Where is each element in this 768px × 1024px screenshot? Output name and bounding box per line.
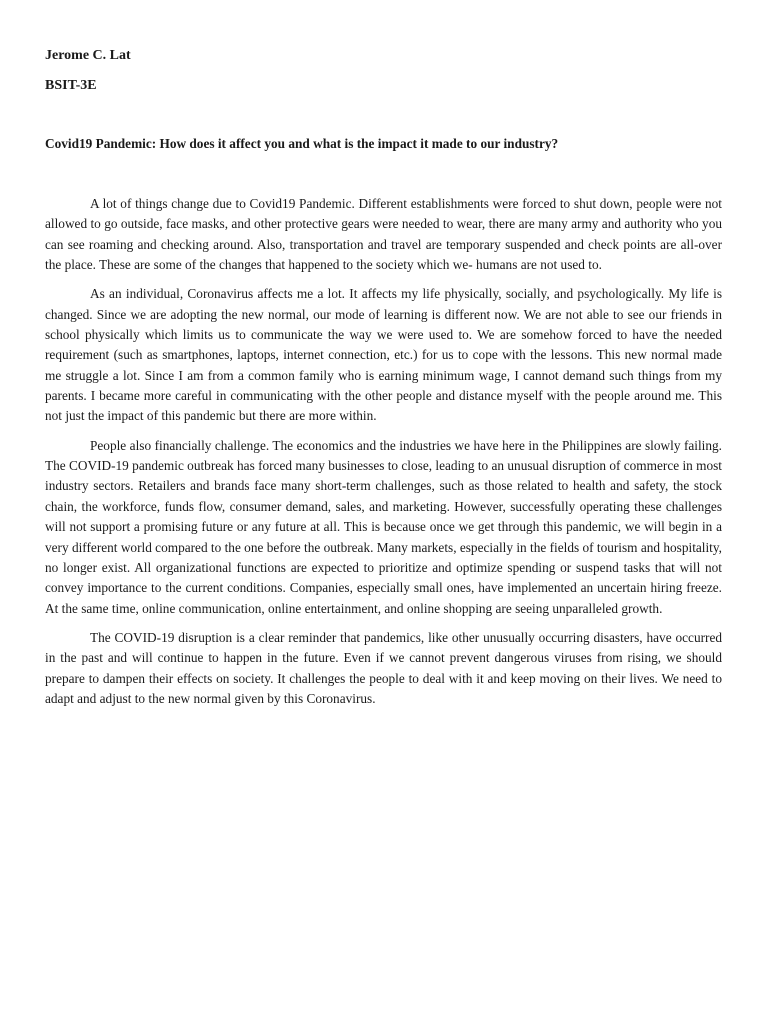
essay-body: [45, 194, 722, 718]
essay-title: Covid19 Pandemic: How does it affect you and what is the impact it made to our industry?: [45, 136, 559, 151]
paragraph-4: The COVID-19 disruption is a clear reminder that pandemics, like other unusually occurring disasters, have occurred in the past and will continue to happen in the future. Even if we cannot prevent dangerous viruses from rising, we should prepare to dampen their effects on society. It challenges the people to deal with it and keep moving on their lives. We need to adapt and adjust to the new normal given by this Coronavirus.: [45, 629, 722, 706]
document-page: [45, 0, 722, 1024]
paragraph-3: People also financially challenge. The economics and the industries we have here in the Philippines are slowly failing. The COVID-19 pandemic outbreak has forced many businesses to close, leading to an unusual disruption of commerce in most industry sectors. Retailers and brands face many short-term challenges, such as those related to health and safety, the stock chain, the workforce, funds flow, consumer demand, sales, and marketing. However, successfully operating these challenges will not support a promising future or any future at all. This is because once we get through this pandemic, we will begin in a very different world compared to the one before the outbreak. Many markets, especially in the fields of tourism and hospitality, no longer exist. All organizational functions are expected to prioritize and optimize spending or suspend tasks that will not convey importance to the current conditions. Companies, especially small ones, have implemented an uncertain hiring freeze. At the same time, online communication, online entertainment, and online shopping are seeing unparalleled growth.: [45, 437, 722, 616]
section-label: BSIT-3E: [45, 78, 97, 93]
paragraph-1: A lot of things change due to Covid19 Pandemic. Different establishments were forced to shut down, people were not allowed to go outside, face masks, and other protective gears were needed to wear, there are many army and authority who you can see roaming and checking around. Also, transportation and travel are temporary suspended and check points are all-over the place. These are some of the changes that happened to the society which we- humans are not used to.: [45, 196, 722, 273]
author-name: Jerome C. Lat: [45, 48, 131, 63]
paragraph-2: As an individual, Coronavirus affects me a lot. It affects my life physically, socially, and psychologically. My life is changed. Since we are adopting the new normal, our mode of learning is different now. We are not able to see our friends in school physically which limits us to communicate the way we were used to. We are somehow forced to have the needed requirement (such as smartphones, laptops, internet connection, etc.) for us to cope with the lessons. This new normal made me struggle a lot. Since I am from a common family who is earning minimum wage, I cannot demand such things from my parents. I became more careful in communicating with the other people and distance myself with the people around me. This not just the impact of this pandemic but there are more within.: [45, 286, 722, 424]
